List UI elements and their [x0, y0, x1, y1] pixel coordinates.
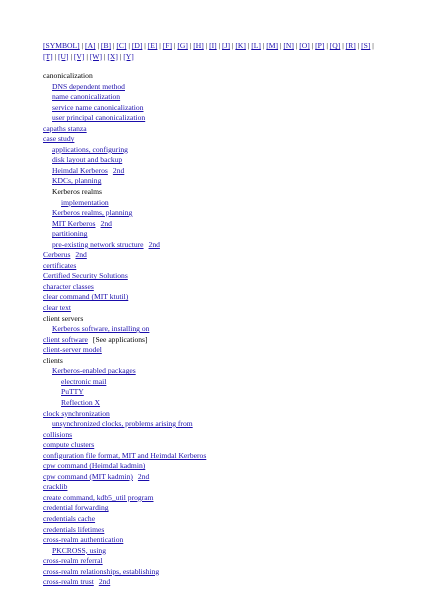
separator: |: [293, 41, 300, 50]
index-entry-link[interactable]: cpw command (MIT kadmin): [43, 471, 133, 481]
alphabet-link[interactable]: [C]: [116, 41, 127, 50]
index-entry: [43, 366, 403, 377]
index-entry-link[interactable]: Heimdal Kerberos: [52, 165, 108, 175]
index-entry: [43, 176, 403, 187]
index-entry: [43, 577, 403, 588]
separator: |: [95, 41, 101, 50]
index-entry-link[interactable]: Reflection X: [61, 397, 101, 407]
alphabet-link[interactable]: [W]: [89, 51, 103, 61]
separator: |: [324, 41, 330, 50]
index-entry: [43, 145, 403, 156]
index-entry-link[interactable]: service name canonicalization: [52, 102, 144, 112]
index-entry: [43, 514, 403, 525]
index-entry-link[interactable]: unsynchronized clocks, problems arising from: [52, 419, 193, 429]
index-entry: [43, 525, 403, 536]
index-entry: [43, 377, 403, 388]
alphabet-link[interactable]: [M]: [266, 41, 279, 50]
index-entry: [43, 271, 403, 282]
index-entry-link[interactable]: clock synchronization: [43, 408, 110, 418]
index-entry: [43, 113, 403, 124]
alphabet-link[interactable]: [E]: [147, 41, 158, 50]
index-entry: [43, 535, 403, 546]
index-entry: [43, 335, 403, 346]
index-entry: [43, 567, 403, 578]
separator: |: [84, 51, 90, 61]
index-entry: [43, 345, 403, 356]
separator: |: [370, 41, 374, 50]
index-entry: [43, 303, 403, 314]
separator: |: [230, 41, 236, 50]
alphabet-link[interactable]: [U]: [58, 51, 69, 61]
alphabet-link[interactable]: [H]: [193, 41, 204, 50]
index-entry-link[interactable]: cross-realm relationships, establishing: [43, 566, 160, 576]
separator: |: [187, 41, 194, 50]
see-also-note: [See applications]: [92, 334, 148, 344]
index-entry: [43, 430, 403, 441]
separator: |: [245, 41, 252, 50]
index-entry: [43, 356, 403, 367]
separator: |: [172, 41, 178, 50]
index-entry-heading: client servers: [43, 313, 84, 323]
separator: |: [142, 41, 148, 50]
index-entry-link[interactable]: cracklib: [43, 482, 68, 492]
index-entry-link[interactable]: partitioning: [52, 229, 88, 239]
separator: |: [52, 51, 59, 61]
index-entry-link[interactable]: pre-existing network structure: [52, 239, 144, 249]
secondary-reference-link[interactable]: 2nd: [137, 471, 150, 481]
index-entry: [43, 219, 403, 230]
index-entry-link[interactable]: client-server model: [43, 345, 102, 355]
secondary-reference-link[interactable]: 2nd: [148, 239, 160, 249]
alphabet-link[interactable]: [B]: [100, 41, 112, 50]
index-entry-link[interactable]: credentials cache: [43, 513, 96, 523]
separator: |: [68, 51, 74, 61]
separator: |: [260, 41, 267, 50]
index-entry: [43, 198, 403, 209]
index-entry-link[interactable]: disk layout and backup: [52, 155, 123, 165]
index-entry: [43, 482, 403, 493]
secondary-reference-link[interactable]: 2nd: [75, 250, 87, 260]
index-entry: [43, 440, 403, 451]
alphabet-link[interactable]: [L]: [251, 41, 261, 50]
index-entry: [43, 419, 403, 430]
index-entry-link[interactable]: case study: [43, 134, 75, 144]
index-entry: [43, 292, 403, 303]
alphabet-link[interactable]: [P]: [315, 41, 325, 50]
index-entry: [43, 229, 403, 240]
index-entry-link[interactable]: Kerberos-enabled packages: [52, 366, 136, 376]
index-entry-heading: canonicalization: [43, 71, 93, 80]
index-entry-link[interactable]: name canonicalization: [52, 92, 121, 102]
separator: |: [216, 41, 223, 50]
index-entry-link[interactable]: Kerberos software, installing on: [52, 324, 150, 334]
alphabet-link[interactable]: [O]: [299, 41, 310, 50]
index-entry: [43, 92, 403, 103]
index-entry: [43, 387, 403, 398]
index-entry-link[interactable]: Kerberos realms, planning: [52, 208, 133, 218]
index-entry: [43, 261, 403, 272]
alphabet-link[interactable]: [J]: [222, 41, 231, 50]
secondary-reference-link[interactable]: 2nd: [98, 577, 111, 587]
separator: |: [126, 41, 132, 50]
index-entry-link[interactable]: PuTTY: [61, 387, 84, 397]
index-entry-link[interactable]: MIT Kerberos: [52, 218, 96, 228]
index-entry: [43, 461, 403, 472]
index-entry: [43, 166, 403, 177]
index-entry-link[interactable]: character classes: [43, 281, 94, 291]
index-entry: [43, 556, 403, 567]
alphabet-link[interactable]: [V]: [73, 51, 85, 61]
alphabet-link[interactable]: [G]: [177, 41, 188, 50]
alphabet-link[interactable]: [T]: [43, 51, 53, 61]
index-entry-link[interactable]: certificates: [43, 260, 77, 270]
index-entry-link[interactable]: credential forwarding: [43, 503, 109, 513]
alphabet-link[interactable]: [A]: [85, 41, 96, 50]
alphabet-link[interactable]: [SYMBOL]: [43, 41, 80, 50]
index-entry-link[interactable]: compute clusters: [43, 440, 95, 450]
index-entry-link[interactable]: applications, configuring: [52, 144, 128, 154]
index-entry: [43, 503, 403, 514]
index-entry-link[interactable]: electronic mail: [61, 376, 107, 386]
index-entry: [43, 208, 403, 219]
separator: |: [111, 41, 117, 50]
index-entry-link[interactable]: cross-realm trust: [43, 577, 94, 587]
separator: |: [117, 51, 124, 61]
alphabet-link[interactable]: [S]: [361, 41, 371, 50]
index-entry: [43, 103, 403, 114]
alphabet-nav: [43, 41, 383, 62]
index-entry: [43, 187, 403, 198]
alphabet-link[interactable]: [K]: [235, 41, 246, 50]
index-entry: [43, 240, 403, 251]
secondary-reference-link[interactable]: 2nd: [100, 218, 112, 228]
index-entry: [43, 451, 403, 462]
index-entry: [43, 324, 403, 335]
index-entry-link[interactable]: cpw command (Heimdal kadmin): [43, 461, 146, 471]
index-entry: [43, 409, 403, 420]
index-entry-link[interactable]: PKCROSS, using: [52, 545, 107, 555]
separator: |: [79, 41, 86, 50]
index-entry: [43, 546, 403, 557]
alphabet-link[interactable]: [R]: [345, 41, 356, 50]
index-entry-link[interactable]: create command, kdb5_util program: [43, 492, 154, 502]
index-entry: [43, 282, 403, 293]
index-entry: [43, 250, 403, 261]
index-entry-link[interactable]: credentials lifetimes: [43, 524, 105, 534]
index-entry-heading: Kerberos realms: [52, 187, 102, 197]
separator: |: [203, 41, 210, 50]
index-entry-link[interactable]: Certified Security Solutions: [43, 271, 128, 281]
alphabet-link[interactable]: [Q]: [329, 41, 341, 50]
index-entry-link[interactable]: cross-realm authentication: [43, 535, 124, 545]
index-entry: [43, 124, 403, 135]
secondary-reference-link[interactable]: 2nd: [112, 165, 125, 175]
index-entry-list: [43, 71, 403, 588]
index-entry-link[interactable]: capaths stanza: [43, 123, 87, 133]
index-entry: [43, 71, 403, 82]
index-entry-link[interactable]: client software: [43, 334, 88, 344]
index-entry-heading: clients: [43, 355, 63, 365]
index-entry-link[interactable]: clear text: [43, 303, 72, 313]
separator: |: [102, 51, 108, 61]
index-entry: [43, 155, 403, 166]
separator: |: [278, 41, 284, 50]
index-entry-link[interactable]: clear command (MIT ktutil): [43, 292, 129, 302]
index-entry-link[interactable]: user principal canonicalization: [52, 113, 146, 123]
alphabet-link[interactable]: [N]: [283, 41, 294, 50]
index-entry: [43, 472, 403, 483]
alphabet-link[interactable]: [F]: [162, 41, 173, 50]
index-entry-link[interactable]: Cerberus: [43, 250, 71, 260]
index-entry-link[interactable]: collisions: [43, 429, 73, 439]
index-entry-link[interactable]: cross-realm referral: [43, 556, 103, 566]
alphabet-link[interactable]: [X]: [107, 51, 118, 61]
separator: |: [340, 41, 346, 50]
index-entry-link[interactable]: configuration file format, MIT and Heimdal Kerberos: [43, 450, 207, 460]
index-entry-link[interactable]: implementation: [61, 197, 109, 207]
separator: |: [309, 41, 316, 50]
alphabet-link[interactable]: [I]: [209, 41, 217, 50]
index-entry: [43, 398, 403, 409]
index-entry: [43, 134, 403, 145]
separator: |: [157, 41, 163, 50]
index-entry-link[interactable]: KDCs, planning: [52, 176, 102, 186]
separator: |: [355, 41, 362, 50]
alphabet-link[interactable]: [D]: [131, 41, 143, 50]
alphabet-link[interactable]: [Y]: [123, 51, 134, 61]
index-entry: [43, 493, 403, 504]
index-entry: [43, 314, 403, 325]
index-entry: [43, 82, 403, 93]
index-entry-link[interactable]: DNS dependent method: [52, 81, 125, 91]
